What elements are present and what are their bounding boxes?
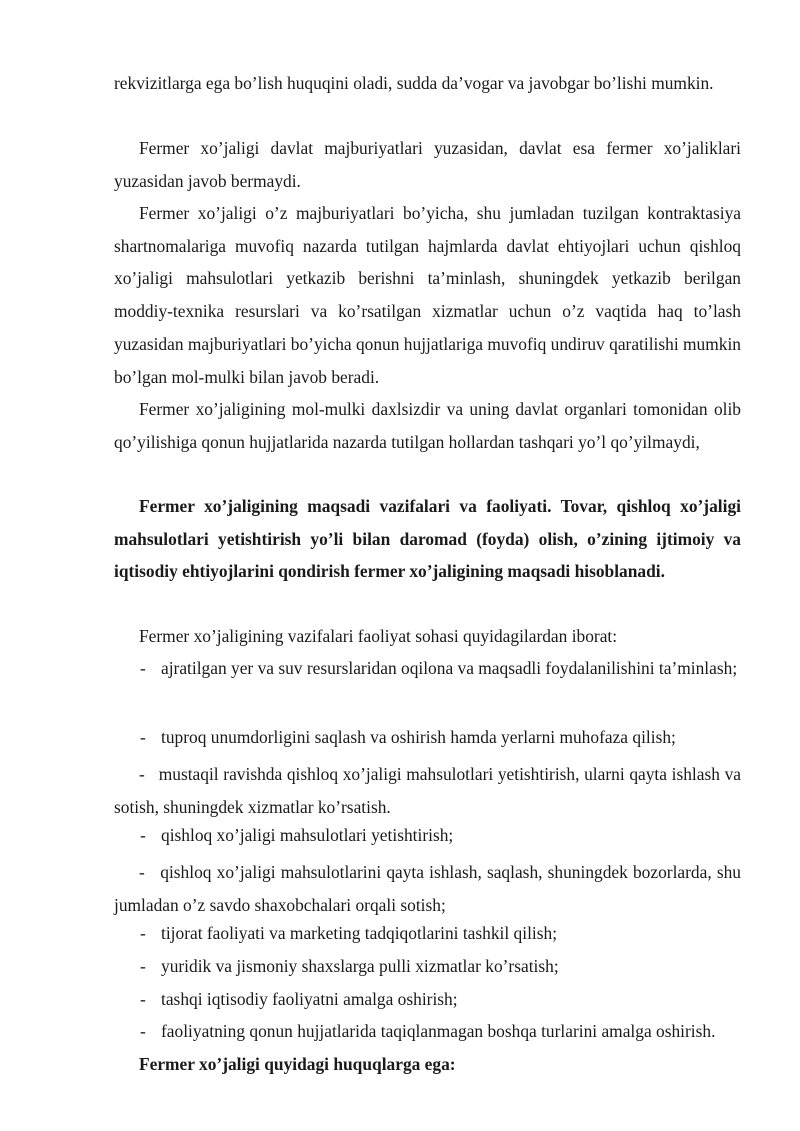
- paragraph-tasks-intro: Fermer xo’jaligining vazifalari faoliyat sohasi quyidagilardan iborat:: [139, 626, 618, 646]
- paragraph-goals: Fermer xo’jaligining maqsadi vazifalari va faoliyati. Tovar, qishloq xo’jaligi mahsulotlari yetishtirish yo’li bilan daromad (foyda) olish, o’zining ijtimoiy va iqtisodiy ehtiyojlarini qondirish fermer xo’jaligining maqsadi hisoblanadi.: [114, 496, 741, 582]
- paragraph-obligations: Fermer xo’jaligi o’z majburiyatlari bo’yicha, shu jumladan tuzilgan kontraktasiya shartnomalariga muvofiq nazarda tutilgan hajmlarda davlat ehtiyojlari uchun qishloq xo’jaligi mahsulotlari yetkazib berishni ta’minlash, shuningdek yetkazib berilgan moddiy-texnika resurslari va ko’rsatilgan xizmatlar uchun o’z vaqtida haq to’lash yuzasidan majburiyatlari bo’yicha qonun hujjatlariga muvofiq undiruv qaratilishi mumkin bo’lgan mol-mulki bilan javob beradi.: [114, 203, 741, 387]
- list-item-text: qishloq xo’jaligi mahsulotlari yetishtirish;: [161, 825, 454, 845]
- list-dash: -: [139, 862, 145, 882]
- paragraph-rights-heading: Fermer xo’jaligi quyidagi huquqlarga ega:: [139, 1054, 456, 1074]
- list-item-text: tijorat faoliyati va marketing tadqiqotlarini tashkil qilish;: [161, 923, 558, 943]
- list-item-text: ajratilgan yer va suv resurslaridan oqilona va maqsadli foydalanilishini ta’minlash;: [161, 658, 738, 678]
- list-dash: -: [140, 989, 146, 1009]
- list-item-wrapped: [114, 758, 741, 823]
- list-item-text: tuproq unumdorligini saqlash va oshirish hamda yerlarni muhofaza qilish;: [161, 727, 676, 747]
- list-item-wrapped: [114, 856, 741, 921]
- list-item-text: faoliyatning qonun hujjatlarida taqiqlanmagan boshqa turlarini amalga oshirish.: [161, 1021, 716, 1041]
- list-item-text: yuridik va jismoniy shaxslarga pulli xizmatlar ko’rsatish;: [161, 956, 559, 976]
- paragraph-property: Fermer xo’jaligining mol-mulki daxlsizdir va uning davlat organlari tomonidan olib qo’yilishiga qonun hujjatlarida nazarda tutilgan hollardan tashqari yo’l qo’yilmaydi,: [114, 399, 741, 452]
- paragraph-liability: Fermer xo’jaligi davlat majburiyatlari yuzasidan, davlat esa fermer xo’jaliklari yuzasidan javob bermaydi.: [114, 138, 741, 191]
- list-dash: -: [140, 727, 146, 747]
- list-dash: -: [140, 658, 146, 678]
- list-dash: -: [139, 764, 145, 784]
- list-dash: -: [140, 825, 146, 845]
- list-item-text: mustaqil ravishda qishloq xo’jaligi mahsulotlari yetishtirish, ularni qayta ishlash va sotish, shuningdek xizmatlar ko’rsatish.: [114, 764, 741, 817]
- paragraph-continuation: rekvizitlarga ega bo’lish huquqini oladi, sudda da’vogar va javobgar bo’lishi mumkin.: [114, 73, 714, 93]
- list-item-text: tashqi iqtisodiy faoliyatni amalga oshirish;: [161, 989, 458, 1009]
- list-dash: -: [140, 956, 146, 976]
- list-dash: -: [140, 923, 146, 943]
- list-dash: -: [140, 1021, 146, 1041]
- list-item-text: qishloq xo’jaligi mahsulotlarini qayta ishlash, saqlash, shuningdek bozorlarda, shu jumladan o’z savdo shaxobchalari orqali sotish;: [114, 862, 741, 915]
